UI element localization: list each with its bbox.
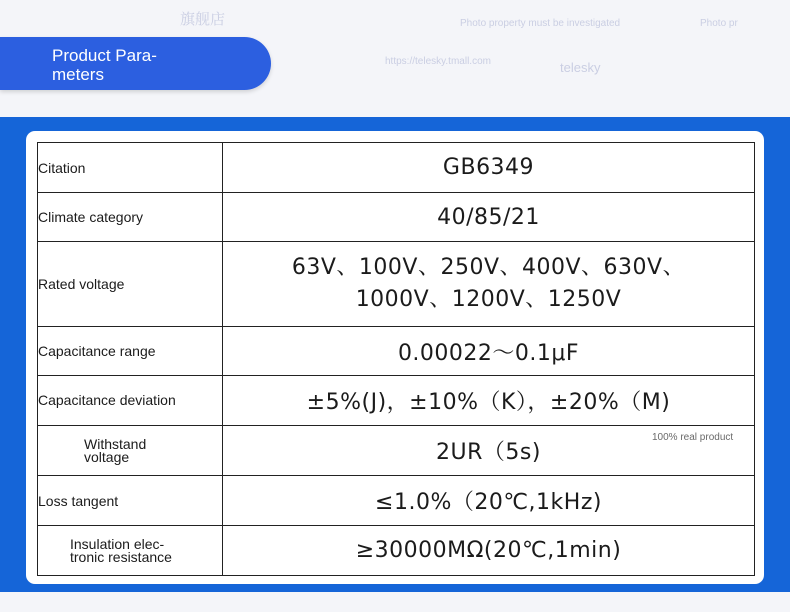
table-row — [38, 242, 755, 327]
param-label-line: Withstand — [84, 435, 147, 452]
param-value: ≥30000MΩ(20℃,1min) — [223, 526, 755, 576]
param-label — [38, 426, 223, 476]
param-value-line: 63V、100V、250V、400V、630V、 — [291, 255, 686, 280]
table-row — [38, 193, 755, 242]
param-value: 0.00022～0.1μF — [223, 327, 755, 376]
table-row — [38, 426, 755, 476]
param-value-line: 1000V、1200V、1250V — [355, 287, 622, 312]
param-value: ≤1.0%（20℃,1kHz) — [223, 476, 755, 526]
param-value: 2UR（5s) — [223, 426, 755, 476]
real-product-note: 100% real product — [652, 432, 734, 443]
param-value: 40/85/21 — [223, 193, 755, 242]
param-label: Loss tangent — [38, 476, 223, 526]
watermark-text: telesky — [560, 60, 601, 75]
param-label: Capacitance deviation — [38, 376, 223, 426]
param-label-line: voltage — [84, 448, 130, 465]
param-label: Rated voltage — [38, 242, 223, 327]
table-row — [38, 526, 755, 576]
section-title — [52, 46, 202, 84]
table-row — [38, 327, 755, 376]
param-label: Citation — [38, 143, 223, 193]
table-row — [38, 376, 755, 426]
param-label: Capacitance range — [38, 327, 223, 376]
bottom-strip — [0, 592, 790, 612]
param-value: ±5%(J)，±10%（K），±20%（M) — [223, 376, 755, 426]
table-row — [38, 476, 755, 526]
param-label-line: Insulation elec- — [70, 535, 165, 552]
watermark-text: Photo property must be investigated — [460, 18, 621, 29]
section-title-line-2: meters — [52, 65, 104, 84]
param-value — [223, 242, 755, 327]
section-title-line-1: Product Para- — [52, 46, 157, 65]
parameters-table — [37, 142, 755, 576]
table-row — [38, 143, 755, 193]
param-label: Climate category — [38, 193, 223, 242]
watermark-text: https://telesky.tmall.com — [385, 56, 491, 67]
param-label-line: tronic resistance — [70, 548, 172, 565]
param-value: GB6349 — [223, 143, 755, 193]
param-label — [38, 526, 223, 576]
watermark-text: Photo pr — [700, 18, 738, 29]
watermark-text: 旗舰店 — [180, 11, 226, 28]
